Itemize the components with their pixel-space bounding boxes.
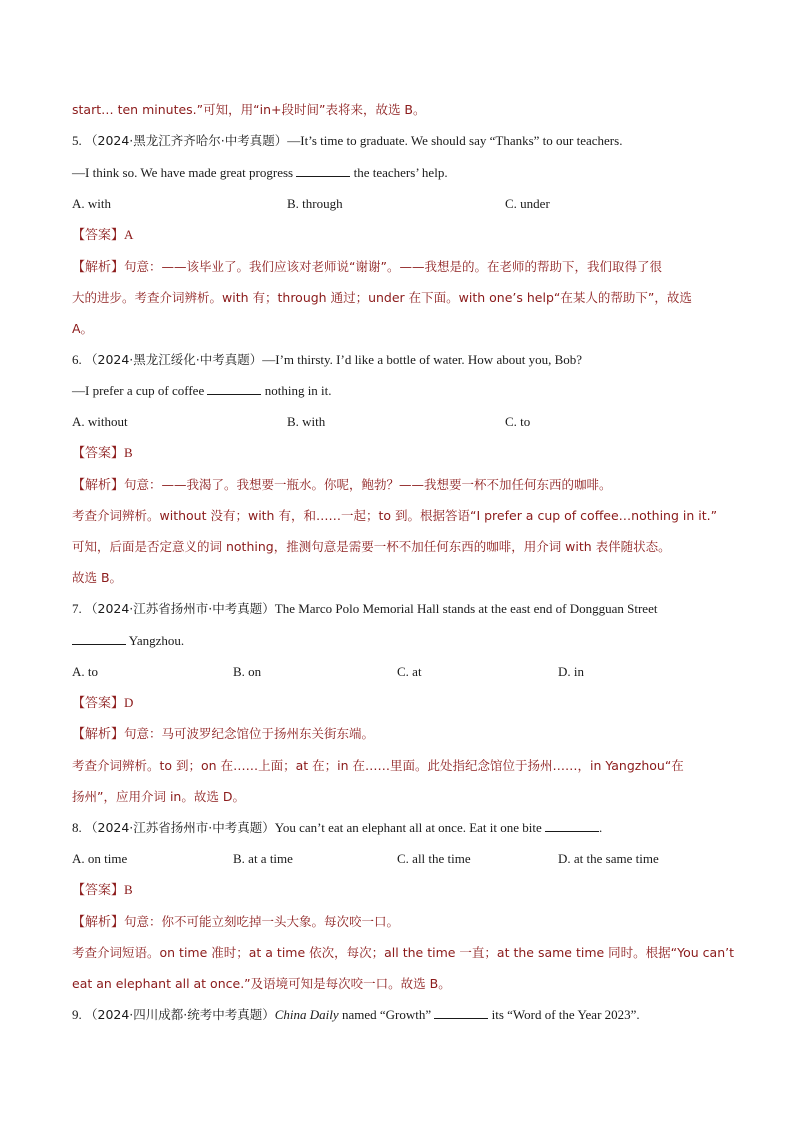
question-8-analysis-line1: 【解析】句意：你不可能立刻吃掉一头大象。每次咬一口。 [72,914,400,930]
question-8-option-a: A. on time [72,851,128,866]
question-6-analysis-line2: 考查介词辨析。without 没有；with 有，和……一起；to 到。根据答语“I prefer a cup of coffee…nothing in it.” [72,508,718,523]
answer-blank [296,165,350,177]
question-6-option-c: C. to [505,414,531,429]
answer-blank [72,633,126,645]
answer-blank [545,820,599,832]
question-5-stem-line2: —I think so. We have made great progress the teachers’ help. [72,165,448,180]
answer-blank [434,1007,488,1019]
question-6-option-b: B. with [287,414,326,429]
question-8-stem: 8. （2024·江苏省扬州市·中考真题）You can’t eat an elephant all at once. Eat it one bite . [72,820,603,835]
question-7-option-a: A. to [72,664,98,679]
question-5-analysis-line1: 【解析】句意：——该毕业了。我们应该对老师说“谢谢”。——我想是的。在老师的帮助下，我们取得了很 [72,259,662,275]
question-6-analysis-line3: 可知，后面是否定意义的词 nothing，推测句意是需要一杯不加任何东西的咖啡，用介词 with 表伴随状态。 [72,539,671,554]
question-5-analysis-line3: A。 [72,321,94,336]
question-5-option-b: B. through [287,196,343,211]
question-6-answer: 【答案】B [72,445,133,461]
question-8-analysis-line3: eat an elephant all at once.”及语境可知是每次咬一口。故选 B。 [72,976,451,991]
question-8-answer: 【答案】B [72,882,133,898]
question-8-option-b: B. at a time [233,851,293,866]
question-7-option-c: C. at [397,664,422,679]
question-8-analysis-line2: 考查介词短语。on time 准时；at a time 依次，每次；all the time 一直；at the same time 同时。根据“You can’t [72,945,734,960]
question-5-option-a: A. with [72,196,111,211]
prev-analysis-continuation: start… ten minutes.”可知，用“in+段时间”表将来，故选 B。 [72,102,426,117]
question-5-option-c: C. under [505,196,550,211]
question-6-stem-line2: —I prefer a cup of coffee nothing in it. [72,383,332,398]
question-9-stem: 9. （2024·四川成都·统考中考真题）China Daily named “Growth” its “Word of the Year 2023”. [72,1007,640,1022]
question-6-analysis-line4: 故选 B。 [72,570,123,585]
question-7-analysis-line1: 【解析】句意：马可波罗纪念馆位于扬州东关街东端。 [72,726,375,742]
question-7-analysis-line2: 考查介词辨析。to 到；on 在……上面；at 在；in 在……里面。此处指纪念馆位于扬州……，in Yangzhou“在 [72,758,684,773]
question-6-option-a: A. without [72,414,128,429]
question-7-analysis-line3: 扬州”，应用介词 in。故选 D。 [72,789,245,804]
question-7-option-b: B. on [233,664,262,679]
question-7-stem-line2: Yangzhou. [72,632,184,650]
question-6-stem: 6. （2024·黑龙江绥化·中考真题）—I’m thirsty. I’d like a bottle of water. How about you, Bob? [72,352,583,367]
question-5-stem: 5. （2024·黑龙江齐齐哈尔·中考真题）—It’s time to graduate. We should say “Thanks” to our teachers. [72,133,623,148]
question-7-option-d: D. in [558,664,584,679]
question-8-option-c: C. all the time [397,851,471,866]
answer-blank [207,383,261,395]
question-5-answer: 【答案】A [72,227,134,243]
question-7-answer: 【答案】D [72,695,134,711]
question-7-stem: 7. （2024·江苏省扬州市·中考真题）The Marco Polo Memorial Hall stands at the east end of Dongguan Street [72,601,658,616]
question-8-option-d: D. at the same time [558,851,659,866]
question-5-analysis-line2: 大的进步。考查介词辨析。with 有；through 通过；under 在下面。with one’s help“在某人的帮助下”，故选 [72,290,692,305]
question-6-analysis-line1: 【解析】句意：——我渴了。我想要一瓶水。你呢，鲍勃？——我想要一杯不加任何东西的咖啡。 [72,477,612,493]
